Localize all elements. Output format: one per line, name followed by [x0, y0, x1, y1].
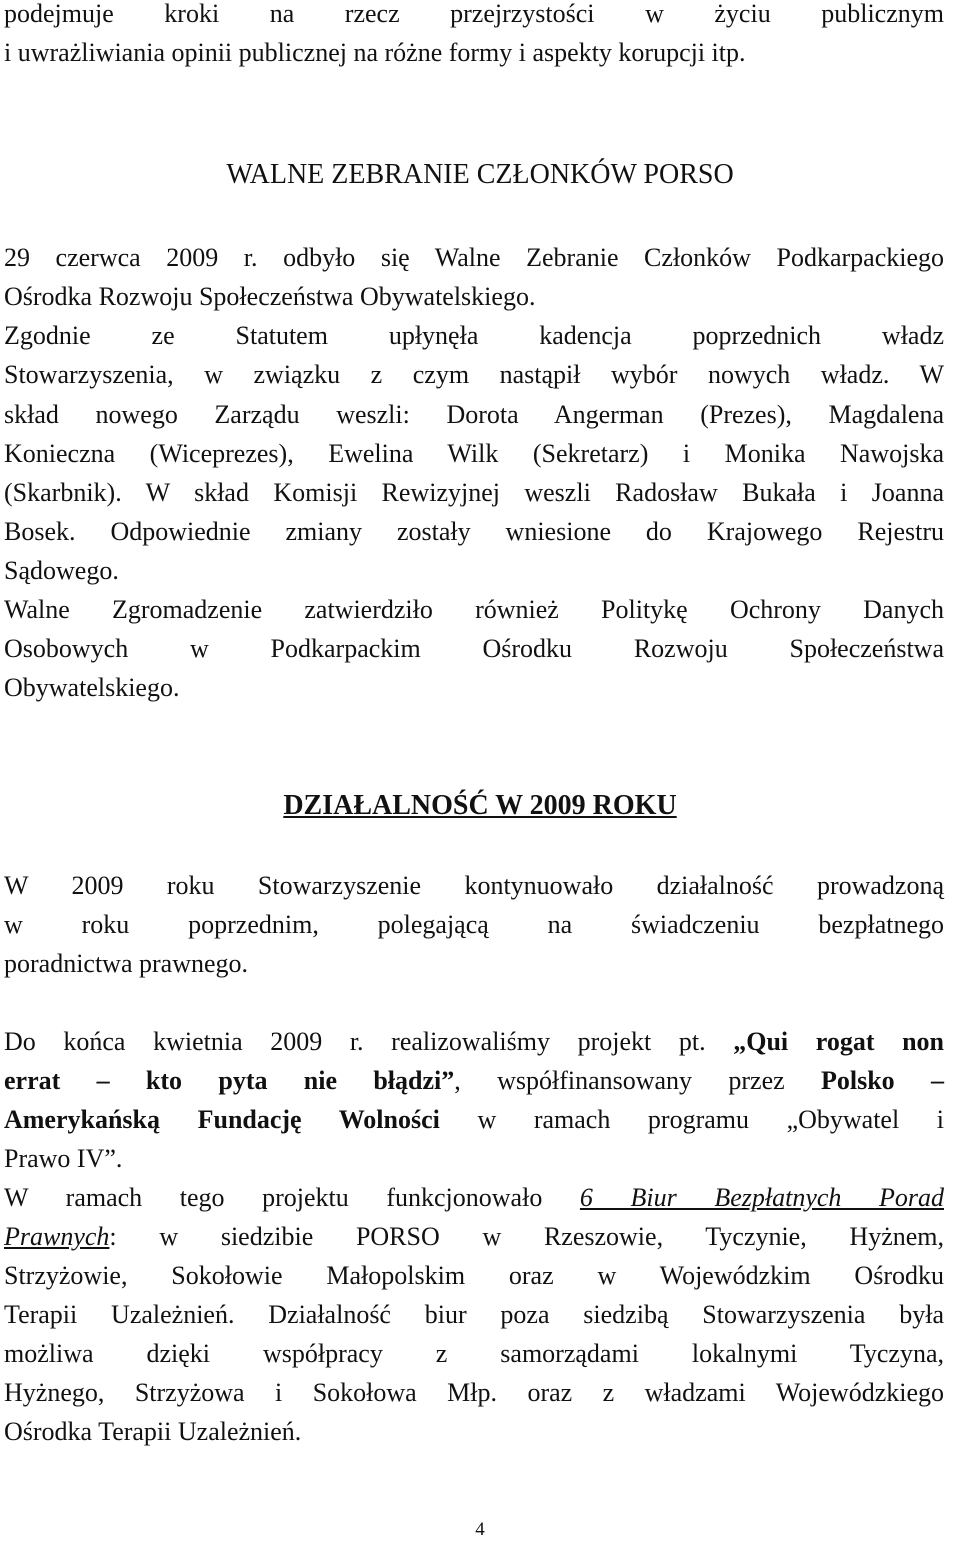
funder-name: Amerykańską Fundację Wolności [4, 1105, 440, 1134]
text-line [4, 1061, 944, 1100]
section-heading-walne-zebranie: WALNE ZEBRANIE CZŁONKÓW PORSO [226, 159, 734, 190]
text-line: w roku poprzednim, polegającą na świadczeniu bezpłatnego [4, 910, 944, 939]
offices-label: Prawnych [4, 1222, 110, 1251]
text-line [4, 1100, 944, 1139]
text-line: Sądowego. [4, 556, 119, 585]
text-run: W ramach tego projektu funkcjonowało [4, 1183, 543, 1212]
project-title: errat – kto pyta nie błądzi” [4, 1066, 455, 1095]
text-line: Hyżnego, Strzyżowa i Sokołowa Młp. oraz z władzami Wojewódzkiego [4, 1378, 944, 1407]
text-line: podejmuje kroki na rzecz przejrzystości w życiu publicznym [4, 0, 944, 28]
page-number: 4 [475, 1519, 485, 1540]
text-line [4, 1022, 944, 1061]
text-line: poradnictwa prawnego. [4, 949, 249, 978]
text-line: W 2009 roku Stowarzyszenie kontynuowało działalność prowadzoną [4, 871, 944, 900]
text-line: Konieczna (Wiceprezes), Ewelina Wilk (Sekretarz) i Monika Nawojska [4, 439, 944, 468]
text-line: Terapii Uzależnień. Działalność biur poza siedzibą Stowarzyszenia była [4, 1300, 944, 1329]
text-line: Zgodnie ze Statutem upłynęła kadencja poprzednich władz [4, 321, 944, 350]
project-title: „Qui rogat non [733, 1027, 945, 1056]
text-line: Osobowych w Podkarpackim Ośrodku Rozwoju Społeczeństwa [4, 634, 944, 663]
text-line: skład nowego Zarządu weszli: Dorota Angerman (Prezes), Magdalena [4, 400, 944, 429]
text-line [4, 1178, 944, 1217]
text-line: Stowarzyszenia, w związku z czym nastąpił wybór nowych władz. W [4, 360, 944, 389]
text-run: , współfinansowany przez [454, 1066, 785, 1095]
text-line: Obywatelskiego. [4, 673, 180, 702]
text-line: Ośrodka Rozwoju Społeczeństwa Obywatelskiego. [4, 282, 536, 311]
text-run: : w siedzibie PORSO w Rzeszowie, Tyczynie, Hyżnem, [109, 1222, 944, 1251]
text-line [4, 1217, 944, 1256]
funder-name: Polsko – [821, 1066, 945, 1095]
section-heading-dzialalnosc: DZIAŁALNOŚĆ W 2009 ROKU [283, 790, 677, 821]
text-line: i uwrażliwiania opinii publicznej na różne formy i aspekty korupcji itp. [4, 38, 746, 67]
text-line: Prawo IV”. [4, 1144, 123, 1173]
text-run: w ramach programu „Obywatel i [477, 1105, 945, 1134]
text-line: Bosek. Odpowiednie zmiany zostały wniesione do Krajowego Rejestru [4, 517, 944, 546]
offices-label: 6 Biur Bezpłatnych Porad [579, 1183, 944, 1212]
text-line: Walne Zgromadzenie zatwierdziło również Politykę Ochrony Danych [4, 595, 944, 624]
text-line: możliwa dzięki współpracy z samorządami lokalnymi Tyczyna, [4, 1339, 944, 1368]
text-run: Do końca kwietnia 2009 r. realizowaliśmy projekt pt. [4, 1027, 706, 1056]
text-line: (Skarbnik). W skład Komisji Rewizyjnej weszli Radosław Bukała i Joanna [4, 478, 944, 507]
text-line: Strzyżowie, Sokołowie Małopolskim oraz w Wojewódzkim Ośrodku [4, 1261, 944, 1290]
text-line: Ośrodka Terapii Uzależnień. [4, 1417, 302, 1446]
text-line: 29 czerwca 2009 r. odbyło się Walne Zebranie Członków Podkarpackiego [4, 243, 944, 272]
